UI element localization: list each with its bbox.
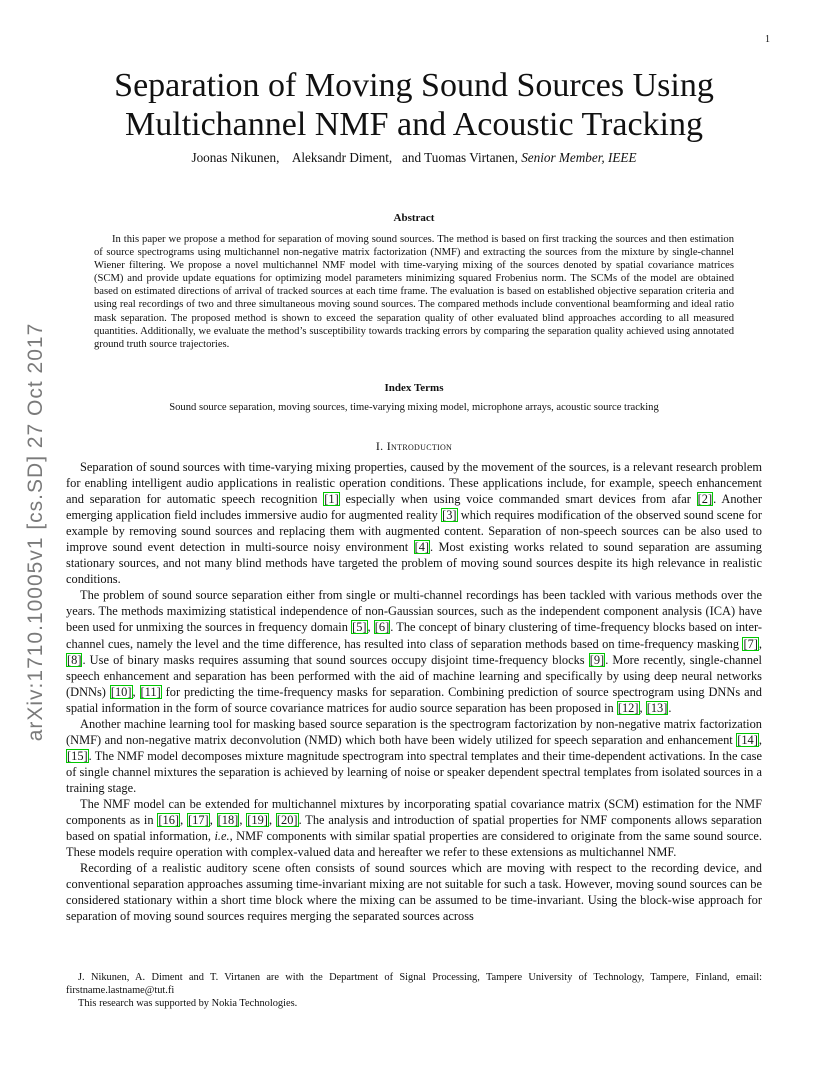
text-run: . [668,700,672,715]
citation-link[interactable]: [11] [140,684,161,699]
text-run: . Use of binary masks requires assuming that sound sources occupy disjoint time-frequency blocks [82,652,589,667]
text-run: especially when using voice commanded smart devices from afar [339,492,697,507]
footnote-affiliation: J. Nikunen, A. Diment and T. Virtanen are with the Department of Signal Processing, Tampere University of Technology, Tampere, Finland, email: firstname.lastname@tut.fi [66,972,762,996]
citation-link[interactable]: [12] [617,700,639,715]
paragraph-3 [66,716,762,796]
text-run: , [367,620,374,635]
citation-link[interactable]: [14] [737,732,758,747]
section-title: Introduction [386,439,453,453]
citation-link[interactable]: [15] [67,748,88,763]
citation-link[interactable]: [13] [646,700,668,715]
citation-link[interactable]: [10] [110,684,132,699]
text-run: , [758,732,762,747]
text-run: The problem of sound source separation either from single or multi-channel recordings has been tackled with various methods over the years. The methods maximizing statistical independence of non-Gaussian sources, such as the independent component analysis (ICA) have been used for unmixing the sources in frequency domain [66,588,762,635]
text-run: Separation of sound sources with time-varying mixing properties, caused by the movement of the sources, is a relevant research problem for enabling intelligent audio applications in realistic operation conditions. These applications include, for example, speech enhancement and separation for automatic speech recognition [66,460,762,507]
introduction-body [66,459,762,924]
citation-link[interactable]: [3] [442,508,457,523]
text-run: i.e. [214,829,230,844]
title-line-1: Separation of Moving Sound Sources Using [114,67,714,104]
author-list [66,150,762,166]
citation-link[interactable]: [5] [352,620,367,635]
author-names: Joonas Nikunen, Aleksandr Diment, and Tuomas Virtanen, [191,150,518,165]
title-line-2: Multichannel NMF and Acoustic Tracking [125,106,703,143]
text-run: which requires modification of the observed sound scene for example by removing sound sources and replacing them with augmented content. Separation of non-speech sources can be also used to improve sound event detection in multi-source noisy environment [66,508,762,555]
text-run: , [239,813,247,828]
citation-link[interactable]: [17] [188,813,209,828]
author-membership: Senior Member, IEEE [521,150,637,165]
text-run: , [132,684,140,699]
page-number: 1 [765,34,770,45]
text-run: . The concept of binary clustering of time-frequency blocks based on inter-channel cues, namely the level and the time difference, has resulted into class of separation methods based on time-frequency masking [66,620,762,651]
index-terms-heading: Index Terms [384,382,444,394]
section-heading [66,439,762,454]
citation-link[interactable]: [7] [743,636,758,651]
citation-link[interactable]: [4] [414,540,430,555]
text-run: . Another emerging application field includes immersive audio for augmented reality [66,492,762,523]
abstract-text: In this paper we propose a method for separation of moving sound sources. The method is based on first tracking the sources and then estimation of source spectrograms using multichannel non-negative matrix factorization (NMF) and extracting the sources from the mixture by single-channel Wiener filtering. We propose a novel multichannel NMF model with time-varying mixing of the sources denoted by spatial covariance matrices (SCM) and provide update equations for optimizing model parameters minimizing squared Frobenius norm. The SCMs of the model are obtained based on estimated directions of arrival of tracked sources at each time frame. The evaluation is based on established objective separation criteria and using real recordings of two and three simultaneous moving sound sources. The compared methods include conventional beamforming and ideal ratio mask separation. The proposed method is shown to exceed the separation quality of other evaluated blind approaches according to all measured quantities. Additionally, we evaluate the method’s susceptibility towards tracking errors by comparing the separation quality achieved using annotated ground truth source trajectories. [94,234,734,350]
citation-link[interactable]: [19] [247,813,268,828]
text-run: , [268,813,276,828]
text-run: . Most existing works related to sound separation are assuming stationary sources, and not many blind methods have targeted the problem of moving sound sources despite its high relevance in realistic conditions. [66,540,762,587]
citation-link[interactable]: [6] [374,620,390,635]
abstract-heading: Abstract [393,212,435,224]
citation-link[interactable]: [1] [324,492,339,507]
citation-link[interactable]: [2] [697,492,713,507]
citation-link[interactable]: [20] [276,813,298,828]
paragraph-4 [66,796,762,860]
text-run: , [758,636,762,651]
text-run: , [639,700,646,715]
index-terms-text: Sound source separation, moving sources, time-varying mixing model, microphone arrays, acoustic source tracking [169,402,659,413]
text-run: , NMF components with similar spatial properties are considered to originate from the same sound source. These models require operation with complex-valued data and hereafter we refer to these extensions as multichannel NMF. [66,829,762,860]
text-run: . The analysis and introduction of spatial properties for NMF components allows separation based on spatial information, [66,813,763,844]
footnotes [66,972,762,1011]
paragraph-5: Recording of a realistic auditory scene often consists of sound sources which are moving with respect to the recording device, and conventional separation approaches assuming time-invariant mixing are not suitable for such a task. However, moving sound sources can be considered stationary within a short time block where the mixing can be assumed to be time-invariant. Using the block-wise approach for separation of moving sound sources requires merging the separated sources across [66,861,762,924]
citation-link[interactable]: [9] [589,652,605,667]
text-run: The NMF model can be extended for multichannel mixtures by incorporating spatial covariance matrix (SCM) estimation for the NMF components as in [66,796,762,828]
paper-title [66,66,762,144]
arxiv-identifier: arXiv:1710.10005v1 [cs.SD] 27 Oct 2017 [24,322,47,742]
section-number: I. [375,439,384,453]
text-run: , [209,813,217,828]
text-run: . More recently, single-channel speech enhancement and separation has been performed with the aid of machine learning and specifically by using deep neural networks (DNNs) [66,652,762,699]
text-run: for predicting the time-frequency masks for separation. Combining prediction of source spectrogram using DNNs and spatial information in the form of source covariance matrices for audio source separation has been proposed in [66,684,762,715]
paragraph-1 [66,459,762,587]
text-run: . The NMF model decomposes mixture magnitude spectrogram into spectral templates and their time-dependent activations. In the case of single channel mixtures the separation is achieved by learning of noise or speaker dependent spectral templates from isolated sources in a training stage. [66,748,762,795]
citation-link[interactable]: [18] [217,813,239,828]
paragraph-2 [66,587,762,715]
text-run: Another machine learning tool for masking based source separation is the spectrogram factorization by non-negative matrix factorization (NMF) and non-negative matrix deconvolution (NMD) which both have been widely utilized for speech separation and enhancement [66,716,762,747]
citation-link[interactable]: [8] [67,652,82,667]
citation-link[interactable]: [16] [158,813,180,828]
text-run: , [180,813,188,828]
footnote-funding: This research was supported by Nokia Technologies. [78,998,298,1010]
